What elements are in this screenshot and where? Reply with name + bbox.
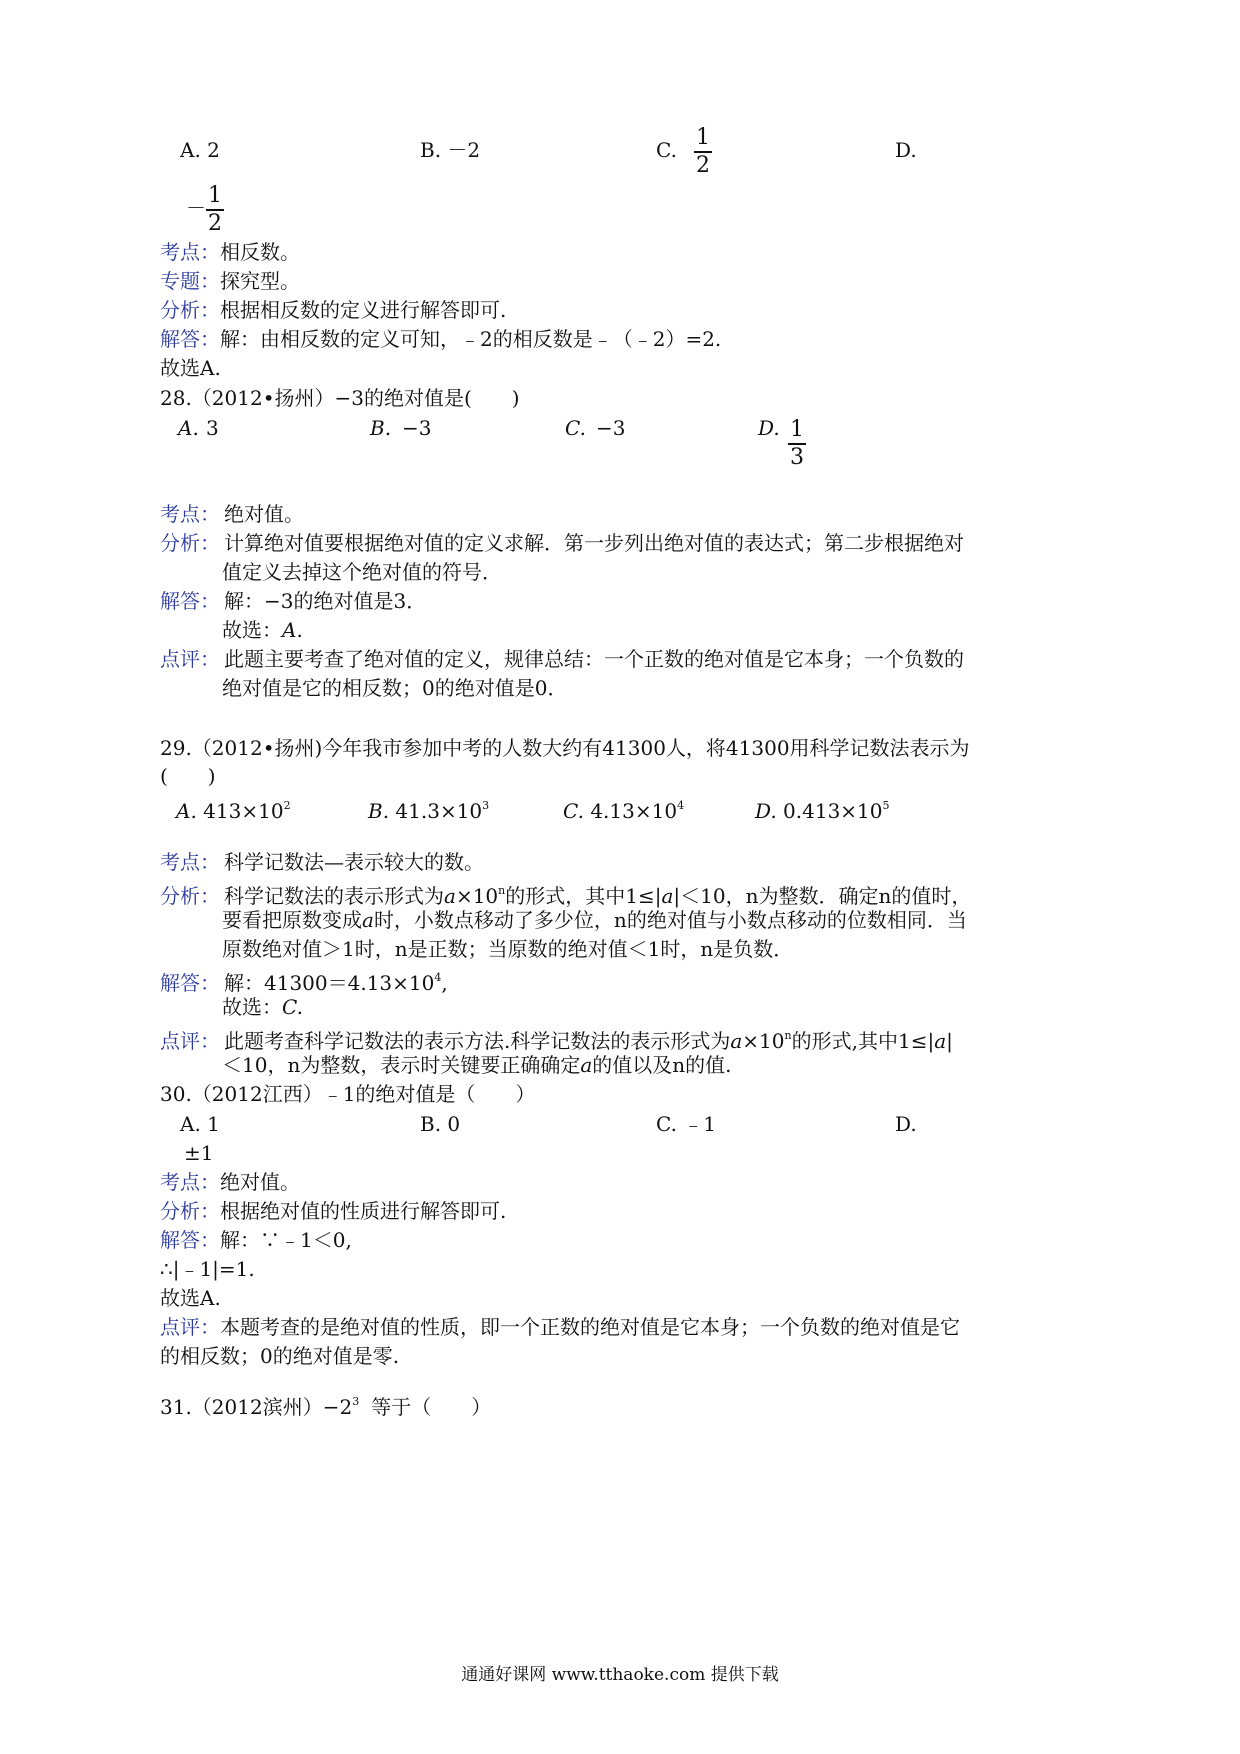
q29-jieda: 解答： 解：$41300=4.13\times 10^4$, [160, 971, 448, 995]
q29-option-c: C. $4.13\times 10^4$ [563, 799, 685, 823]
q30-dianping: 点评：本题考查的是绝对值的性质，即一个正数的绝对值是它本身；一个负数的绝对值是它 [160, 1315, 960, 1339]
q30-jieda: 解答：解：∵﹣1＜0, [160, 1228, 352, 1252]
q27-zhuanti: 专题：探究型。 [160, 269, 300, 293]
q30-option-d: D. [895, 1112, 917, 1136]
q28-stem: 28.（2012•扬州）−3的绝对值是( ) [160, 386, 520, 410]
q28-jieda: 解答： 解：−3的绝对值是3． [160, 589, 427, 613]
q27-option-d-sign: － [186, 196, 206, 220]
q28-option-b-label: B. [370, 416, 392, 440]
q27-option-c-fraction: 1 2 [696, 125, 710, 178]
q28-option-a-label: A. [178, 416, 199, 440]
q28-dianping-line2: 绝对值是它的相反数；0的绝对值是0． [222, 676, 568, 700]
q28-option-b: −3 [402, 416, 432, 440]
q30-jieda-line2: ∴|﹣1|=1. [160, 1257, 255, 1281]
q30-option-a: A. 1 [180, 1112, 220, 1136]
q27-option-c: C. [656, 138, 677, 162]
q30-option-c: C. ﹣1 [656, 1112, 717, 1136]
q28-option-a: 3 [206, 416, 219, 440]
q31-stem: 31.（2012滨州）$-2^3$ 等于（ ） [160, 1395, 492, 1419]
q28-option-c-label: C. [565, 416, 586, 440]
q29-option-d: D. $0.413\times 10^5$ [755, 799, 890, 823]
q29-option-b: B. $41.3\times 10^3$ [368, 799, 490, 823]
q29-stem-line2: ( ) [160, 764, 216, 788]
page-footer: 通通好课网 www.tthaoke.com 提供下载 [461, 1665, 779, 1685]
q28-dianping: 点评： 此题主要考查了绝对值的定义，规律总结：一个正数的绝对值是它本身；一个负数的 [160, 647, 964, 671]
q30-answer: 故选A. [160, 1286, 221, 1310]
q27-option-d-fraction: 1 2 [208, 183, 222, 236]
q30-dianping-line2: 的相反数；0的绝对值是零. [160, 1344, 400, 1368]
q30-fenxi: 分析：根据绝对值的性质进行解答即可. [160, 1199, 507, 1223]
q27-option-a: A. 2 [180, 138, 220, 162]
q27-answer: 故选A. [160, 356, 221, 380]
q27-kaodian: 考点：相反数。 [160, 240, 300, 264]
q28-option-d-label: D. [758, 416, 780, 440]
q27-option-b: B. －2 [420, 138, 481, 162]
q28-option-c: −3 [596, 416, 626, 440]
q30-option-d-value: ±1 [184, 1141, 214, 1165]
q29-dianping-line2: ＜10，n为整数，表示时关键要正确确定a的值以及n的值. [222, 1053, 732, 1077]
q29-fenxi-line3: 原数绝对值＞1时，n是正数；当原数的绝对值＜1时，n是负数． [222, 937, 794, 961]
q29-kaodian: 考点： 科学记数法—表示较大的数。 [160, 850, 484, 874]
q29-stem: 29.（2012•扬州)今年我市参加中考的人数大约有41300人，将41300用科学记数法表示为 [160, 736, 970, 760]
q28-option-d-fraction: 1 3 [790, 417, 804, 470]
q29-fenxi-line2: 要看把原数变成a时，小数点移动了多少位，n的绝对值与小数点移动的位数相同．当 [222, 908, 967, 932]
q29-fenxi: 分析： 科学记数法的表示形式为$a\times 10^n$的形式，其中1≤|a|＜10，n为整数．确定n的值时， [160, 884, 972, 908]
q29-dianping: 点评： 此题考查科学记数法的表示方法.科学记数法的表示形式为$a\times 10^n$的形式,其中1≤|a| [160, 1029, 953, 1053]
q28-fenxi-line2: 值定义去掉这个绝对值的符号． [222, 560, 502, 584]
q28-kaodian: 考点： 绝对值。 [160, 502, 304, 526]
q28-answer: 故选：A. [222, 618, 303, 642]
q27-jieda: 解答：解：由相反数的定义可知，﹣2的相反数是﹣（﹣2）=2. [160, 327, 722, 351]
q28-fenxi: 分析： 计算绝对值要根据绝对值的定义求解．第一步列出绝对值的表达式；第二步根据绝对 [160, 531, 964, 555]
q29-option-a: A. $413\times 10^2$ [176, 799, 291, 823]
q27-option-d: D. [895, 138, 917, 162]
q29-answer: 故选：C. [222, 995, 303, 1019]
q30-kaodian: 考点：绝对值。 [160, 1170, 300, 1194]
q27-fenxi: 分析：根据相反数的定义进行解答即可. [160, 298, 507, 322]
q30-stem: 30.（2012江西）﹣1的绝对值是（ ） [160, 1082, 536, 1106]
q30-option-b: B. 0 [420, 1112, 461, 1136]
